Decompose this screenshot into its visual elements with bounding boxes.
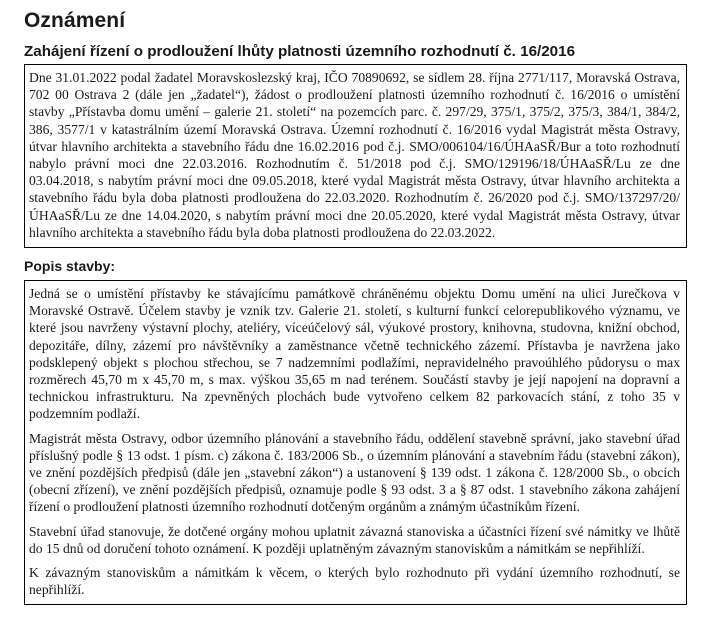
notice-heading: Oznámení <box>24 9 126 32</box>
notice-subject: Zahájení řízení o prodloužení lhůty platnosti územního rozhodnutí č. 16/2016 <box>24 43 576 60</box>
intro-box <box>24 64 687 248</box>
authority-paragraph: Magistrát města Ostravy, odbor územního plánování a stavebního řádu, oddělení stavebně správní, jako stavební úřad příslušný podle § 13 odst. 1 písm. c) zákona č. 183/2006 Sb., o územním plánování a stavebním řádu (stavební zákon), ve znění pozdějších předpisů (dále jen „stavební zákon“) a ustanovení § 139 odst. 1 zákona č. 128/2000 Sb., o obcích (obecní zřízení), ve znění pozdějších předpisů, oznamuje podle § 93 odst. 3 a § 87 odst. 1 stavebního zákona zahájení řízení o prodloužení platnosti územního rozhodnutí dotčeným orgánům a známým účastníkům řízení. <box>29 430 680 515</box>
deadline-paragraph: Stavební úřad stanovuje, že dotčené orgány mohou uplatnit závazná stanoviska a účastníci řízení své námitky ve lhůtě do 15 dnů od doručení tohoto oznámení. K později uplatněným závazným stanoviskům a námitkám se nepřihlíží. <box>29 523 680 556</box>
description-paragraph: Jedná se o umístění přístavby ke stávajícímu památkově chráněnému objektu Domu umění na ulici Jurečkova v Moravské Ostravě. Účelem stavby je vznik tzv. Galerie 21. století, s kulturní funkcí celorepublikového významu, ve které jsou navrženy výstavní plochy, ateliéry, víceúčelový sál, výukové prostory, knihovna, studovna, knižní obchod, depozitáře, dílny, zázemí pro návštěvníky a zaměstnance včetně technického zázemí. Přístavba je navržena jako podsklepený objekt s plochou střechou, se 7 nadzemními podlažími, nepravidelného pravoúhlého půdorysu o max rozměrech 45,70 m x 45,70 m, s max. výškou 35,65 m nad terénem. Součástí stavby je její napojení na dopravní a technickou infrastrukturu. Na zpevněných plochách bude vytvořeno celkem 82 parkovacích stání, z toho 35 v podzemním podlaží. <box>29 286 680 422</box>
intro-paragraph: Dne 31.01.2022 podal žadatel Moravskoslezský kraj, IČO 70890692, se sídlem 28. října 2771/117, Moravská Ostrava, 702 00 Ostrava 2 (dále jen „žadatel“), žádost o prodloužení platnosti územního rozhodnutí č. 16/2016 o umístění stavby „Přístavba domu umění – galerie 21. století“ na pozemcích parc. č. 297/29, 375/1, 375/2, 375/3, 384/1, 384/2, 386, 3577/1 v katastrálním území Moravská Ostrava. Územní rozhodnutí č. 16/2016 vydal Magistrát města Ostravy, útvar hlavního architekta a stavebního řádu dne 16.02.2016 pod č.j. SMO/006104/16/ÚHAaSŘ/Bur a toto rozhodnutí nabylo právní moci dne 22.03.2016. Rozhodnutím č. 51/2018 pod č.j. SMO/129196/18/ÚHAaSŘ/Lu ze dne 03.04.2018, s nabytím právní moci dne 09.05.2018, které vydal Magistrát města Ostravy, útvar hlavního architekta a stavebního řádu byla doba platnosti prodloužena do 22.03.2020. Rozhodnutím č. 26/2020 pod č.j. SMO/137297/20/ÚHAaSŘ/Lu ze dne 14.04.2020, s nabytím právní moci dne 20.05.2020, které vydal Magistrát města Ostravy, útvar hlavního architekta a stavebního řádu byla doba platnosti prodloužena do 22.03.2022. <box>29 70 680 240</box>
disregard-paragraph: K závazným stanoviskům a námitkám k věcem, o kterých bylo rozhodnuto při vydání územního rozhodnutí, se nepřihlíží. <box>29 565 680 598</box>
description-box <box>24 280 687 605</box>
description-heading: Popis stavby: <box>24 258 116 275</box>
